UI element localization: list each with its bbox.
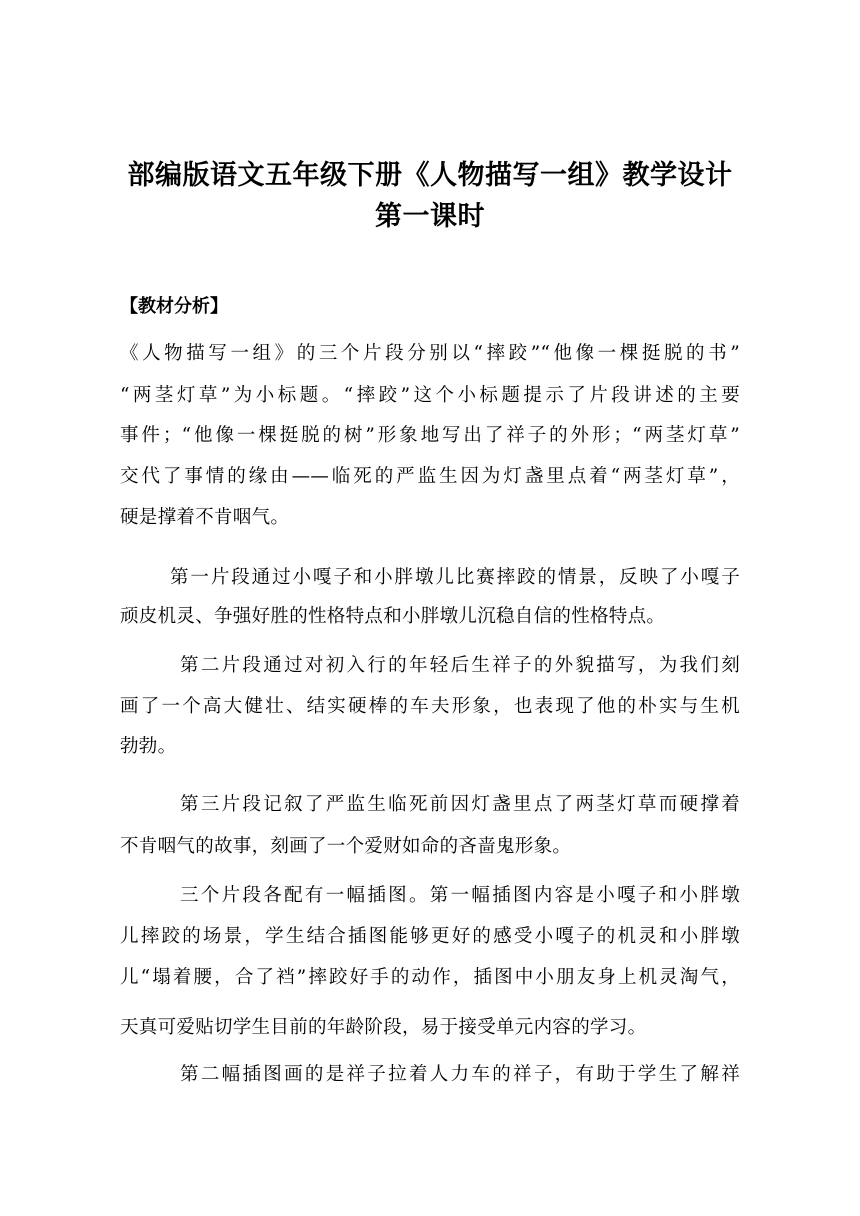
- text-line: “两茎灯草”为小标题。“摔跤”这个小标题提示了片段讲述的主要: [120, 385, 740, 406]
- text-line: 第二片段通过对初入行的年轻后生祥子的外貌描写，为我们刻: [180, 655, 740, 676]
- text-line: 三个片段各配有一幅插图。第一幅插图内容是小嘎子和小胖墩: [180, 885, 740, 906]
- text-line: 不肯咽气的故事，刻画了一个爱财如命的吝啬鬼形象。: [120, 836, 572, 857]
- text-line: 儿摔跤的场景，学生结合插图能够更好的感受小嘎子的机灵和小胖墩: [120, 926, 740, 947]
- text-line: 儿“塌着腰，合了裆”摔跤好手的动作，插图中小朋友身上机灵淘气，: [120, 967, 740, 988]
- text-line: 顽皮机灵、争强好胜的性格特点和小胖墩儿沉稳自信的性格特点。: [120, 606, 666, 627]
- text-line: 第二幅插图画的是祥子拉着人力车的祥子，有助于学生了解祥: [180, 1064, 740, 1085]
- text-line: 事件；“他像一棵挺脱的树”形象地写出了祥子的外形；“两茎灯草”: [120, 425, 740, 446]
- text-line: 勃勃。: [120, 736, 177, 757]
- text-line: 第一片段通过小嘎子和小胖墩儿比赛摔跤的情景，反映了小嘎子: [170, 567, 740, 588]
- text-line: 第三片段记叙了严监生临死前因灯盏里点了两茎灯草而硬撑着: [180, 794, 740, 815]
- document-subtitle: 第一课时: [375, 201, 485, 232]
- text-line: 天真可爱贴切学生目前的年龄阶段，易于接受单元内容的学习。: [120, 1017, 647, 1038]
- text-line: 硬是撑着不肯咽气。: [120, 507, 290, 528]
- text-line: 交代了事情的缘由——临死的严监生因为灯盏里点着“两茎灯草”，: [120, 466, 740, 487]
- text-line: 画了一个高大健壮、结实硬棒的车夫形象，也表现了他的朴实与生机: [120, 696, 740, 717]
- text-line: 《人物描写一组》的三个片段分别以“摔跤”“他像一棵挺脱的书”: [120, 343, 740, 364]
- section-heading: 【教材分析】: [120, 296, 228, 317]
- document-title: 部编版语文五年级下册《人物描写一组》教学设计: [127, 160, 733, 191]
